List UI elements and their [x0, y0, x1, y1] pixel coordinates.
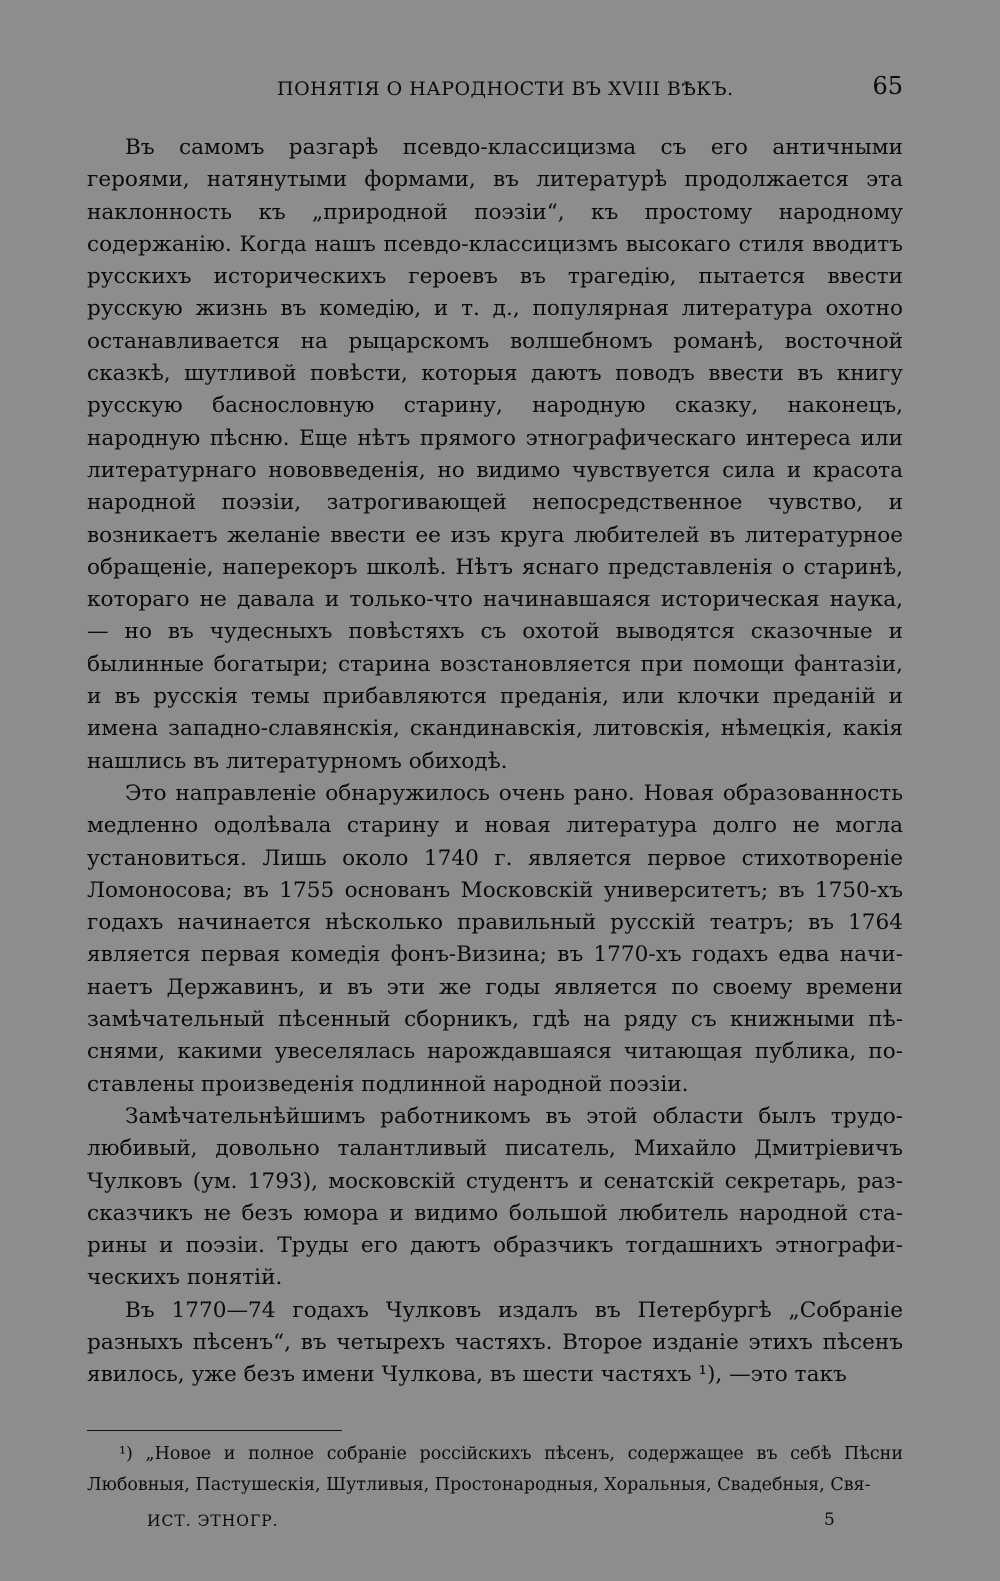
paragraph: Это направленіе обнаружилось очень рано. Новая образованность медленно одолѣвала старину и новая литература долго не могла установиться. Лишь около 1740 г. является первое стихотвореніе Ломоносова; въ 1755 основанъ Московскій университетъ; въ 1750-хъ годахъ начинается нѣсколько правильный русскій театръ; въ 1764 является первая комедія фонъ-Визина; въ 1770-хъ годахъ едва начинаетъ Державинъ, и въ эти же годы является по своему времени замѣчательный пѣсенный сборникъ, гдѣ на ряду съ книжными пѣснями, какими увеселялась нарождавшаяся читающая публика, поставлены произведенія подлинной народной поэзіи. [87, 780, 903, 1097]
book-page [87, 72, 903, 1572]
main-text [87, 132, 903, 1392]
footnote-divider [87, 1430, 342, 1431]
signature-abbrev: ИСТ. ЭТНОГР. [147, 1512, 279, 1530]
footnote-text: ¹) „Новое и полное собраніе россійскихъ пѣсенъ, содержащее въ себѣ Пѣсни Любовныя, Пастушескія, Шутливыя, Простонародныя, Хоральныя, Свадебныя, Свя- [87, 1444, 903, 1495]
paragraph: Въ 1770—74 годахъ Чулковъ издалъ въ Петербургѣ „Собраніе разныхъ пѣсенъ“, въ четырехъ частяхъ. Второе изданіе этихъ пѣсенъ явилось, уже безъ имени Чулкова, въ шести частяхъ ¹), —это такъ [87, 1297, 903, 1388]
signature-number: 5 [824, 1510, 835, 1530]
paragraph: Замѣчательнѣйшимъ работникомъ въ этой области былъ трудолюбивый, довольно талантливый писатель, Михайло Дмитріевичъ Чулковъ (ум. 1793), московскій студентъ и сенатскій секретарь, разсказчикъ не безъ юмора и видимо большой любитель народной старины и поэзіи. Труды его даютъ образчикъ тогдашнихъ этнографическихъ понятій. [87, 1103, 903, 1291]
paragraph: Въ самомъ разгарѣ псевдо-классицизма съ его античными героями, натянутыми формами, въ литературѣ продолжается эта наклонность къ „природной поэзіи“, къ простому народному содержанію. Когда нашъ псевдо-классицизмъ высокаго стиля вводитъ русскихъ историческихъ героевъ въ трагедію, пытается ввести русскую жизнь въ комедію, и т. д., популярная литература охотно останавливается на рыцарскомъ волшебномъ романѣ, восточной сказкѣ, шутливой повѣсти, которыя даютъ поводъ ввести въ книгу русскую баснословную старину, народную сказку, наконецъ, народную пѣсню. Еще нѣтъ прямого этнографическаго интереса или литературнаго нововведенія, но видимо чувствуется сила и красота народной поэзіи, затрогивающей непосредственное чувство, и возникаетъ желаніе ввести ее изъ круга любителей въ литературное обращеніе, наперекоръ школѣ. Нѣтъ яснаго представленія о старинѣ, котораго не давала и только-что начинавшаяся историческая наука, — но въ чудесныхъ повѣстяхъ съ охотой выводятся сказочные и былинные богатыри; старина возстановляется при помощи фантазіи, и въ русскія темы прибавляются преданія, или клочки преданій и имена западно-славянскія, скандинавскія, литовскія, нѣмецкія, какія нашлись въ литературномъ обиходѣ. [87, 135, 903, 774]
printer-signature [87, 1508, 903, 1538]
page-number: 65 [872, 72, 903, 100]
footnote [87, 1439, 903, 1501]
running-title: ПОНЯТІЯ О НАРОДНОСТИ ВЪ XVIII ВѢКЪ. [277, 78, 734, 100]
page-header [87, 72, 903, 112]
